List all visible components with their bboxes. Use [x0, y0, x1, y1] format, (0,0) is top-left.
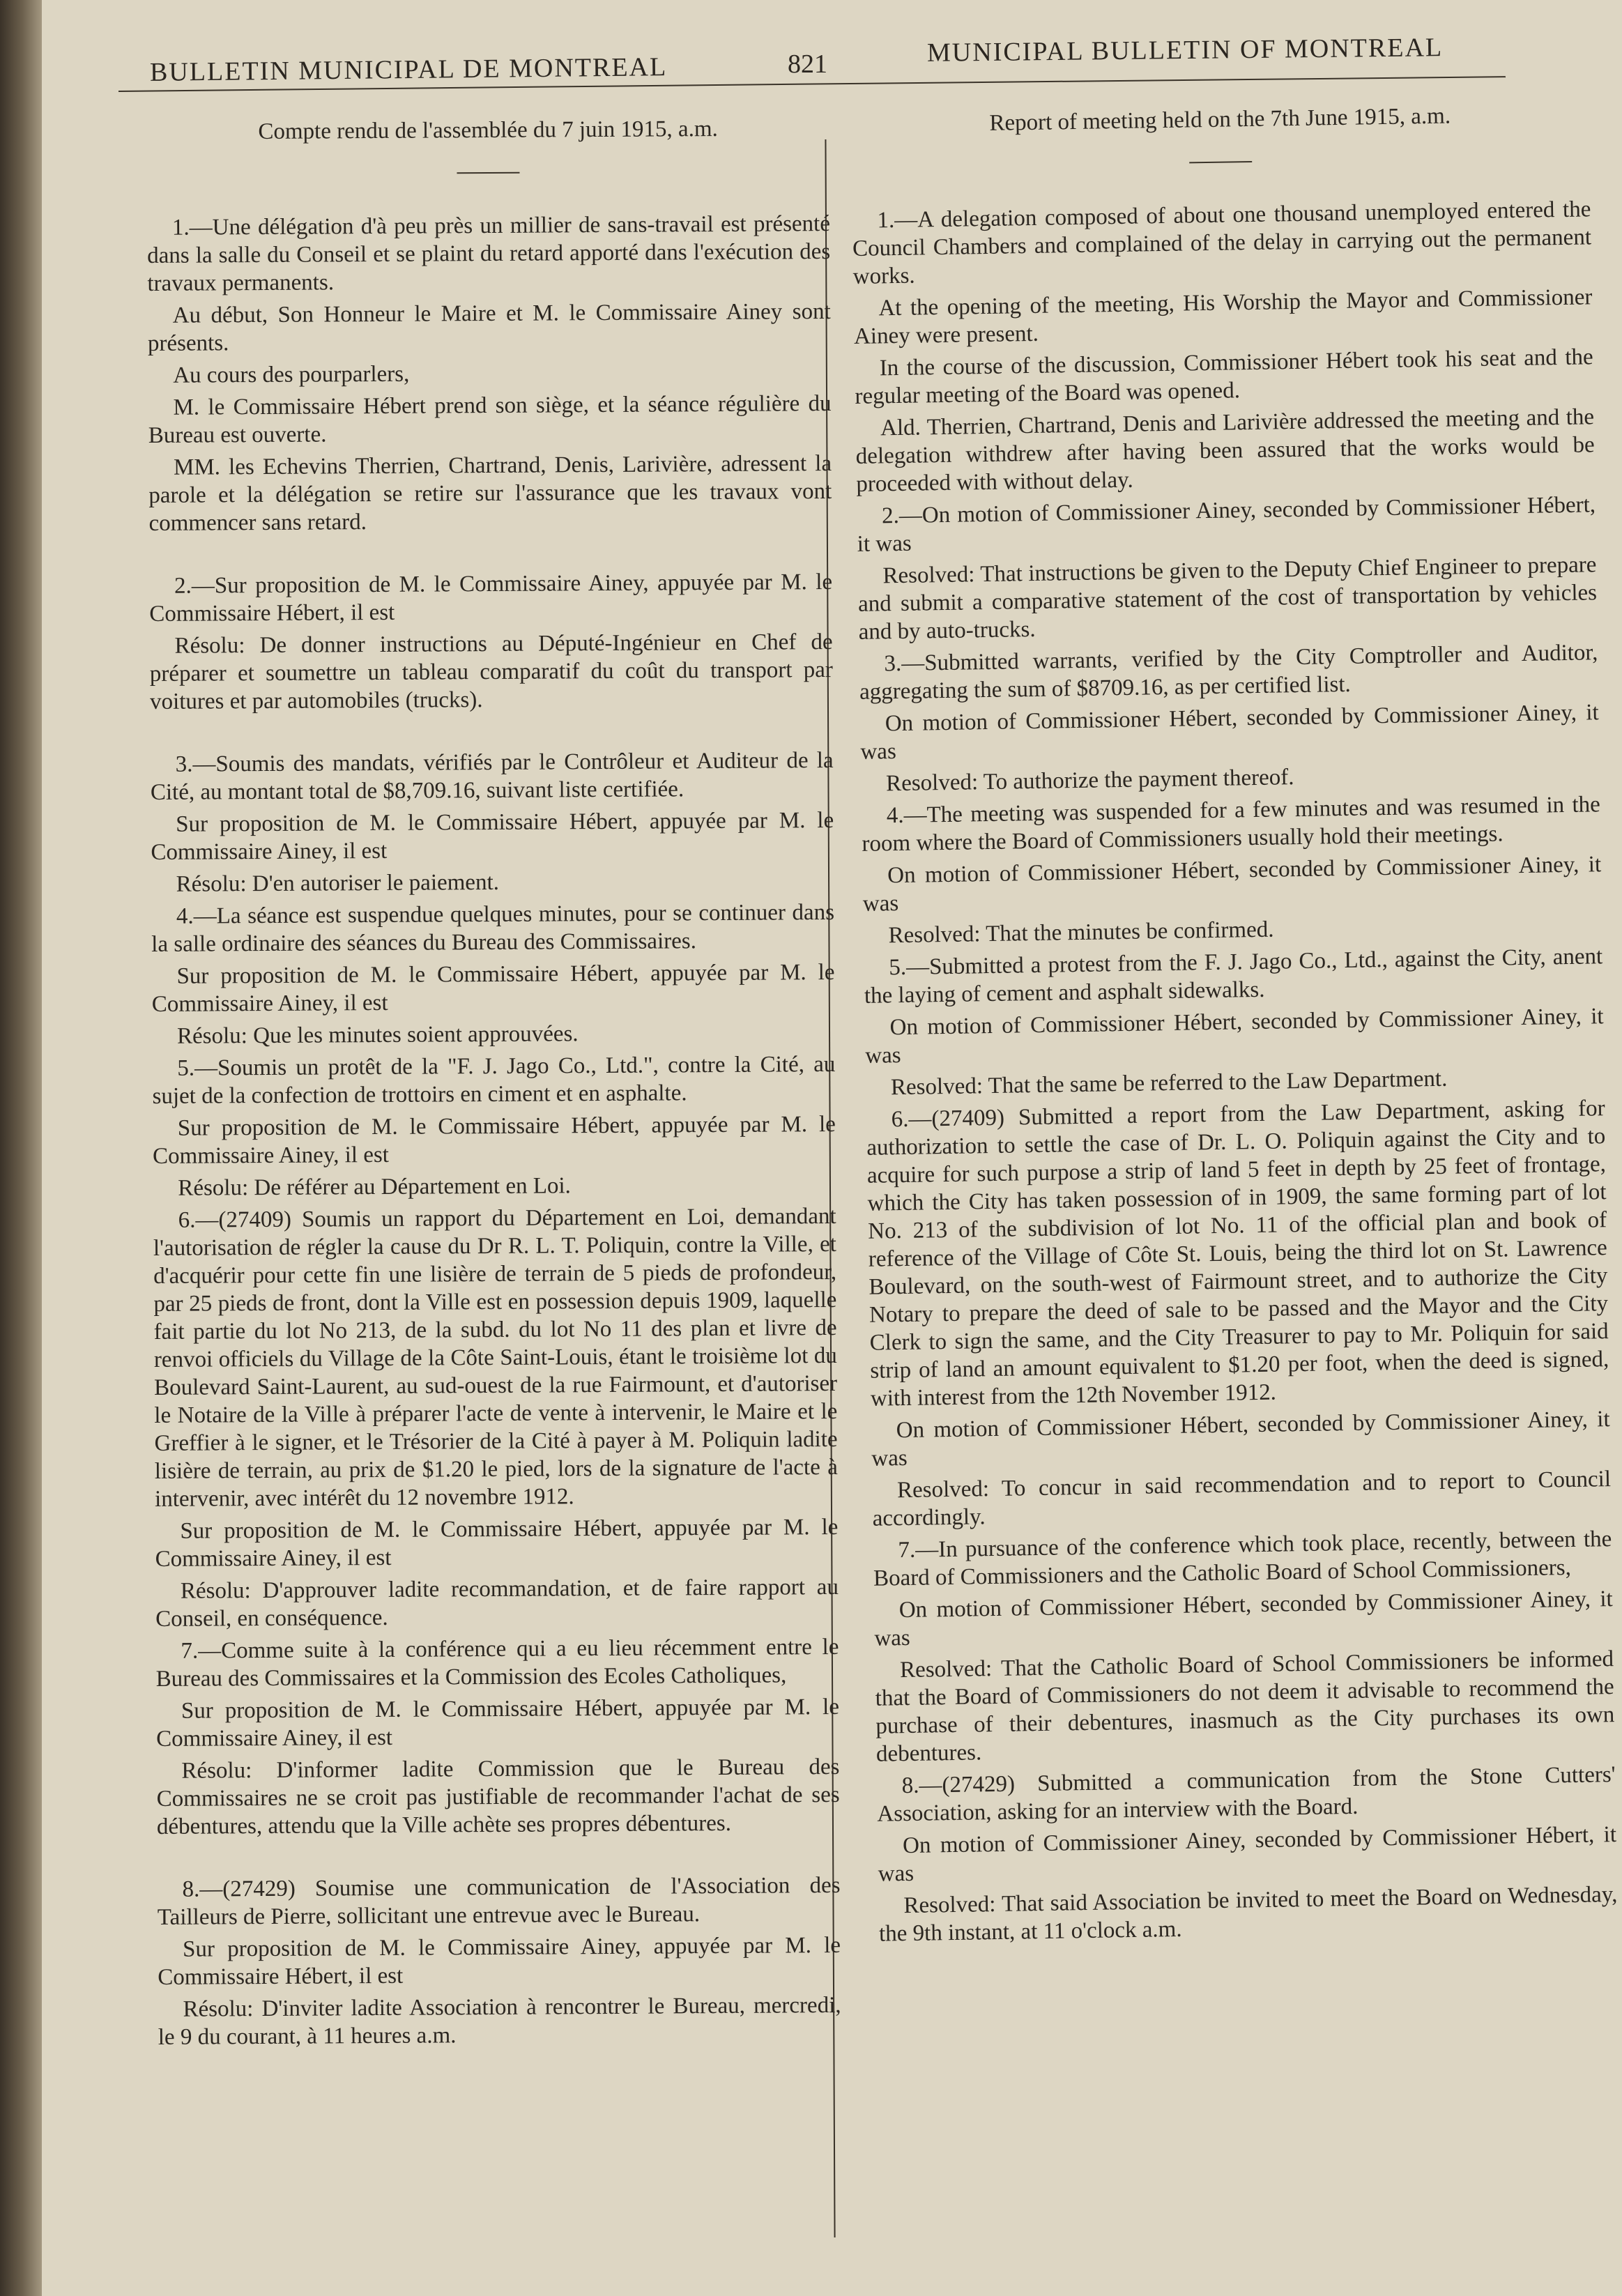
english-heading: Report of meeting held on the 7th June 1915, a.m. [989, 103, 1451, 136]
en-paragraph: On motion of Commissioner Hébert, seconded by Commissioner Ainey, it was [865, 1004, 1604, 1069]
en-paragraph: Ald. Therrien, Chartrand, Denis and Larivière addressed the meeting and the delegation withdrew after having been assured that the works would be proceeded with without delay. [855, 404, 1595, 497]
en-paragraph: At the opening of the meeting, His Worship the Mayor and Commissioner Ainey were present. [853, 284, 1593, 349]
en-paragraph: Resolved: To concur in said recommendation and to report to Council accordingly. [872, 1467, 1612, 1531]
en-paragraph: On motion of Commissioner Hébert, seconded by Commissioner Ainey, it was [862, 852, 1602, 917]
en-paragraph: 5.—Submitted a protest from the F. J. Jago Co., Ltd., against the City, anent the laying of cement and asphalt sidewalks. [864, 944, 1603, 1009]
en-paragraph: 1.—A delegation composed of about one thousand unemployed entered the Council Chambers and complained of the delay in carrying out the permanent works. [852, 197, 1592, 289]
en-paragraph: 8.—(27429) Submitted a communication from the Stone Cutters' Association, asking for an interview with the Board. [877, 1762, 1616, 1827]
english-column [850, 100, 1618, 1952]
fr-paragraph: Sur proposition de M. le Commissaire Hébert, appuyée par M. le Commissaire Ainey, il est [155, 1514, 839, 1572]
fr-paragraph: Résolu: De donner instructions au Député-Ingénieur en Chef de préparer et soumettre un tableau comparatif du coût du transport par voitures et par automobiles (trucks). [149, 629, 833, 714]
en-paragraph: 3.—Submitted warrants, verified by the City Comptroller and Auditor, aggregating the sum of $8709.16, as per certified list. [859, 640, 1598, 705]
fr-paragraph: Au début, Son Honneur le Maire et M. le Commissaire Ainey sont présents. [147, 299, 831, 356]
fr-paragraph: 2.—Sur proposition de M. le Commissaire Ainey, appuyée par M. le Commissaire Hébert, il est [149, 569, 833, 627]
fr-paragraph: Résolu: D'en autoriser le paiement. [176, 869, 500, 897]
fr-paragraph: Résolu: D'approuver ladite recommandation, et de faire rapport au Conseil, en conséquence. [155, 1574, 839, 1632]
en-paragraph: Resolved: To authorize the payment thereof. [885, 765, 1294, 797]
fr-paragraph: 7.—Comme suite à la conférence qui a eu lieu récemment entre le Bureau des Commissaires et la Commission des Ecoles Catholiques, [155, 1634, 839, 1692]
en-paragraph: Resolved: That the Catholic Board of School Commissioners be informed that the Board of Commissioners do not deem it advisable to recommend the purchase of their debentures, inasmuch as the City purchases its own debentures. [875, 1646, 1615, 1767]
french-heading: Compte rendu de l'assemblée du 7 juin 1915, a.m. [258, 116, 718, 145]
fr-paragraph: MM. les Echevins Therrien, Chartrand, Denis, Larivière, adressent la parole et la délégation se retire sur l'assurance que les travaux vont commencer sans retard. [148, 451, 832, 536]
en-paragraph: On motion of Commissioner Hébert, seconded by Commissioner Ainey, it was [871, 1407, 1610, 1471]
en-paragraph: Resolved: That the same be referred to the Law Department. [890, 1066, 1448, 1101]
page-header [112, 28, 1506, 91]
page-number: 821 [788, 49, 827, 79]
fr-paragraph: Résolu: D'inviter ladite Association à rencontrer le Bureau, mercredi, le 9 du courant, à 11 heures a.m. [158, 1992, 841, 2050]
bulletin-page [42, 0, 1622, 2296]
en-paragraph: Resolved: That said Association be invited to meet the Board on Wednesday, the 9th instant, at 11 o'clock a.m. [878, 1882, 1618, 1947]
fr-paragraph: 4.—La séance est suspendue quelques minutes, pour se continuer dans la salle ordinaire des séances du Bureau des Commissaires. [151, 899, 835, 957]
fr-paragraph: 6.—(27409) Soumis un rapport du Département en Loi, demandant l'autorisation de régler la cause du Dr R. L. T. Poliquin, contre la Ville, et d'acquérir pour cette fin une lisière de terrain de 5 pieds de profondeur, par 25 pieds de front, dont la Ville est en possession depuis 1909, laquelle fait partie du lot No 213, de la subd. du lot No 11 des plan et livre de renvoi officiels du Village de la Côte Saint-Louis, étant le troisième lot du Boulevard Saint-Laurent, au sud-ouest de la rue Fairmount, et d'autoriser le Notaire de la Ville à préparer l'acte de vente à intervenir, le Maire et le Greffier à le signer, et le Trésorier de la Cité à payer à M. Poliquin ladite lisière de terrain, au prix de $1.20 le pied, lors de la signature de l'acte à intervenir, avec intérêt du 12 novembre 1912. [153, 1203, 838, 1512]
fr-paragraph: Résolu: D'informer ladite Commission que le Bureau des Commissaires ne se croit pas justifiable de recommander l'achat de ses débentures, attendu que la Ville achète ses propres débentures. [156, 1754, 840, 1839]
english-running-title: MUNICIPAL BULLETIN OF MONTREAL [926, 33, 1444, 68]
en-paragraph: 6.—(27409) Submitted a report from the Law Department, asking for authorization to settle the case of Dr. L. O. Poliquin against the City and to acquire for such purpose a strip of land 5 feet in depth by 25 feet of frontage, which the City has taken possession of in 1909, the same forming part of lot No. 213 of the subdivision of lot No. 11 of the official plan and book of reference of the Village of Côte St. Louis, being the third lot on St. Lawrence Boulevard, on the south-west of Fairmount street, and to authorize the City Notary to prepare the deed of sale to be passed and the Mayor and the City Clerk to sign the same, and the City Treasurer to pay to Mr. Poliquin for said strip of land an amount equivalent to $1.20 per foot, when the deed is signed, with interest from the 12th November 1912. [866, 1096, 1609, 1411]
fr-paragraph: Sur proposition de M. le Commissaire Hébert, appuyée par M. le Commissaire Ainey, il est [156, 1694, 840, 1752]
section-gap [149, 537, 832, 572]
fr-paragraph: Résolu: Que les minutes soient approuvées. [176, 1021, 579, 1049]
fr-paragraph: Résolu: De référer au Département en Loi. [178, 1173, 571, 1201]
en-paragraph: On motion of Commissioner Hébert, seconded by Commissioner Ainey, it was [874, 1586, 1613, 1651]
section-gap [157, 1841, 840, 1876]
fr-paragraph: Sur proposition de M. le Commissaire Hébert, appuyée par M. le Commissaire Ainey, il est [151, 807, 834, 865]
fr-paragraph: Au cours des pourparlers, [173, 361, 410, 388]
en-paragraph: On motion of Commissioner Hébert, seconded by Commissioner Ainey, it was [860, 700, 1599, 765]
en-paragraph: 7.—In pursuance of the conference which took place, recently, between the Board of Commissioners and the Catholic Board of School Commissioners, [873, 1526, 1612, 1591]
fr-paragraph: Sur proposition de M. le Commissaire Hébert, appuyée par M. le Commissaire Ainey, il est [152, 1111, 836, 1169]
heading-rule [1189, 161, 1252, 163]
fr-paragraph: 8.—(27429) Soumise une communication de l'Association des Tailleurs de Pierre, sollicitant une entrevue avec le Bureau. [157, 1872, 841, 1930]
fr-paragraph: 1.—Une délégation d'à peu près un millier de sans-travail est présenté dans la salle du Conseil et se plaint du retard apporté dans l'exécution des travaux permanents. [147, 211, 831, 296]
heading-rule [457, 172, 519, 174]
french-column [146, 114, 841, 2056]
fr-paragraph: M. le Commissaire Hébert prend son siège, et la séance régulière du Bureau est ouverte. [148, 391, 832, 448]
en-paragraph: On motion of Commissioner Ainey, seconded by Commissioner Hébert, it was [878, 1822, 1617, 1887]
en-paragraph: Resolved: That the minutes be confirmed. [888, 917, 1274, 949]
french-running-title: BULLETIN MUNICIPAL DE MONTREAL [149, 52, 668, 87]
en-paragraph: In the course of the discussion, Commissioner Hébert took his seat and the regular meeting of the Board was opened. [855, 344, 1593, 409]
en-paragraph: Resolved: That instructions be given to the Deputy Chief Engineer to prepare and submit a comparative statement of the cost of transportation by vehicles and by auto-trucks. [857, 552, 1598, 645]
en-paragraph: 4.—The meeting was suspended for a few minutes and was resumed in the room where the Board of Commissioners usually hold their meetings. [862, 792, 1601, 857]
fr-paragraph: 5.—Soumis un protêt de la "F. J. Jago Co., Ltd.", contre la Cité, au sujet de la confection de trottoirs en ciment et en asphalte. [152, 1051, 836, 1109]
en-paragraph: 2.—On motion of Commissioner Ainey, seconded by Commissioner Hébert, it was [857, 492, 1596, 557]
fr-paragraph: 3.—Soumis des mandats, vérifiés par le Contrôleur et Auditeur de la Cité, au montant total de $8,709.16, suivant liste certifiée. [150, 747, 834, 805]
section-gap [150, 716, 833, 751]
fr-paragraph: Sur proposition de M. le Commissaire Hébert, appuyée par M. le Commissaire Ainey, il est [151, 959, 835, 1017]
fr-paragraph: Sur proposition de M. le Commissaire Ainey, appuyée par M. le Commissaire Hébert, il est [158, 1932, 841, 1990]
